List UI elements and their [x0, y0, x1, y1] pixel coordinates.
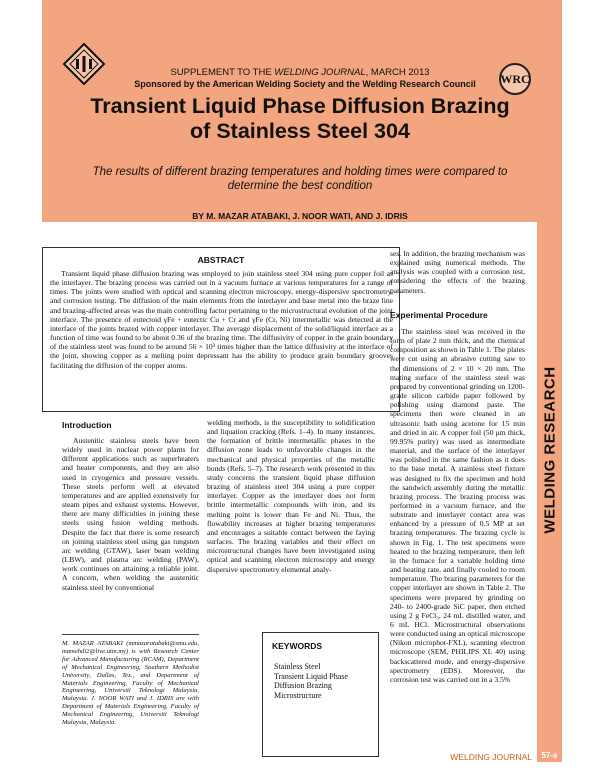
abstract-body: [50, 269, 393, 370]
introduction-heading: Introduction: [62, 420, 112, 430]
title-line-2: of Stainless Steel 304: [190, 119, 410, 143]
supplement-line: [130, 67, 470, 78]
article-title: [70, 94, 530, 144]
journal-name: WELDING JOURNAL: [274, 67, 366, 78]
keyword-item: Transient Liquid Phase: [274, 671, 348, 681]
keyword-item: Stainless Steel: [274, 662, 321, 671]
introduction-paragraph: Austenitic stainless steels have been widely used in nuclear power plants for different applications such as superheaters and heater components, and they are also used in cryogenics and pressure vessels. These steels perform well at elevated temperatures and are applied extensively for steam pipes and exhaust systems. However, there are many difficulties in joining these steels using fusion welding methods. Despite the fact that there is some research on joining stainless steel using gas tungsten arc welding (GTAW), laser beam welding (LBW), and plasma arc welding (PAW), work continues on attaining a reliable joint. A concern, when welding the austenitic stainless steel by conventional: [62, 436, 199, 592]
wrc-logo-text: WRC: [500, 71, 530, 86]
title-line-1: Transient Liquid Phase Diffusion Brazing: [90, 94, 510, 118]
page-number: 57-s: [541, 751, 558, 760]
experimental-heading: Experimental Procedure: [390, 310, 488, 320]
keywords-heading: KEYWORDS: [272, 641, 323, 651]
analysis-continued: ses. In addition, the brazing mechanism was explained using numerical methods. The analysis was coupled with a corrosion test, considering the effects of the brazing parameters.: [390, 249, 525, 295]
section-label: [528, 300, 572, 600]
issue-date: , MARCH 2013: [365, 67, 430, 78]
author-footnote: M. MAZAR ATABAKI (mmazaratabaki@smu.edu, mamehdi2@live.utm.my) is with Research Center for Advanced Manufacturing (RCAM), Department of Mechanical Engineering, Southern Methodist University, Dallas, Tex., and Department of Materials Engineering, Faculty of Mechanical Engineering, Universiti Teknologi Malaysia, Malaysia. J. NOOR WATI and J. IDRIS are with Department of Materials Engineering, Faculty of Mechanical Engineering, Universiti Teknologi Malaysia, Malaysia.: [62, 640, 199, 727]
article-subtitle: The results of different brazing temperatures and holding times were compared to determine the best condition: [92, 166, 508, 192]
sponsor-line: Sponsored by the American Welding Society and the Welding Research Council: [134, 79, 476, 89]
experimental-body: [390, 327, 525, 684]
section-label-text: WELDING RESEARCH: [541, 366, 559, 534]
introduction-continued: welding methods, is the susceptibility to solidification and liquation cracking (Refs. 1–4). In many instances, the formation of brittle intermetallic phases in the diffusion zone leads to unfavorable changes in the mechanical and physical properties of the metallic bonds (Refs. 5–7). The research work presented in this study concerns the transient liquid phase diffusion brazing of stainless steel 304 using a pure copper interlayer. Copper as the interlayer does not form brittle intermetallic compounds with iron, and its melting point is lower than Fe and Ni. Thus, the flowability increases at higher brazing temperatures and encourages a suitable contact between the faying surfaces. The brazing variables and their effect on microstructural changes have been investigated using optical and scanning electron microscopy and energy dispersive spectrometry elemental analy-: [207, 418, 375, 574]
experimental-paragraph: The stainless steel was received in the form of plate 2 mm thick, and the chemical composition as shown in Table 1. The plates were cut using an abrasive cutting saw to the dimensions of 2 × 10 × 20 mm. The mating surface of the stainless steel was prepared by conventional grinding on 1200-grade silicon carbide paper followed by polishing using diamond paste. The specimens then were cleaned in an ultrasonic bath using acetone for 15 min and dried in air. A copper foil (50 μm thick, 99.95% purity) was used as intermediate material, and the surface of the interlayer was polished in the same fashion as it does to the base metal. A stainless steel fixture was designed to fix the specimen and hold the sandwich assembly during the metallic brazing process. The brazing process was performed in a vacuum furnace, and the substrate and interlayer contact area was enhanced by a pressure of 0.5 MP at set brazing temperatures. The brazing cycle is shown in Fig. 1. The test specimens were heated to the brazing temperature, then left in the furnace for a variable holding time and heating rate, and finally cooled to room temperature. The brazing parameters for the copper interlayer are shown in Table 2. The specimens were prepared by grinding on 240- to 2400-grade SiC paper, then etched using 2 g FeCl₃, 24 mL distilled water, and 6 mL HCl. Microstructural observations were conducted using an optical microscope (Nikon microphot-FXL), scanning electron microscope (SEM, PHILIPS XL 40) using backscattered mode, and energy-dispersive spectrometry (EDS). Moreover, the corrosion test was carried out in a 3.5%: [390, 327, 525, 684]
aws-logo-icon: [62, 42, 106, 86]
column-2: [207, 418, 375, 574]
article-authors: BY M. MAZAR ATABAKI, J. NOOR WATI, AND J. IDRIS: [192, 211, 408, 221]
supplement-prefix: SUPPLEMENT TO THE: [170, 67, 275, 78]
abstract-heading: ABSTRACT: [197, 255, 245, 265]
aws-logo: [62, 42, 106, 86]
footer-journal: WELDING JOURNAL: [450, 752, 532, 762]
column-1: [62, 436, 199, 592]
footnote-divider: [62, 634, 199, 635]
keyword-item: Microstructure: [274, 690, 322, 700]
keyword-item: Diffusion Brazing: [274, 681, 332, 690]
column-3: [390, 249, 525, 295]
abstract-text: Transient liquid phase diffusion brazing was employed to join stainless steel 304 using pure copper foil as the interlayer. The brazing process was carried out in a vacuum furnace at various temperatures for a range of times. The joints were studied with optical and scanning electron microscopy, energy-dispersive spectrometry, and corrosion testing. The diffusion of the main elements from the interlayer and base metal into the braze line and brazing-affected areas was the main controlling factor pertaining to the microstructural evolution of the joint interface. The presence of eutectoid γFe + eutectic Cu + Cr and γFe (Cr, Ni) intermetallic was detected at the interface of the joints brazed with copper interlayer. The average displacement of the solid/liquid interface as a function of time was found to be about 0.36 of the brazing time. The diffusivity of copper in the grain boundary of the stainless steel was found to be around 56 × 10³ times higher than the lattice diffusivity at the interface of the joint, showing copper as a melting point depressant has the ability to produce grain boundary grooves facilitating the diffusion of the copper atoms.: [50, 269, 393, 370]
keywords-list: [274, 662, 374, 700]
